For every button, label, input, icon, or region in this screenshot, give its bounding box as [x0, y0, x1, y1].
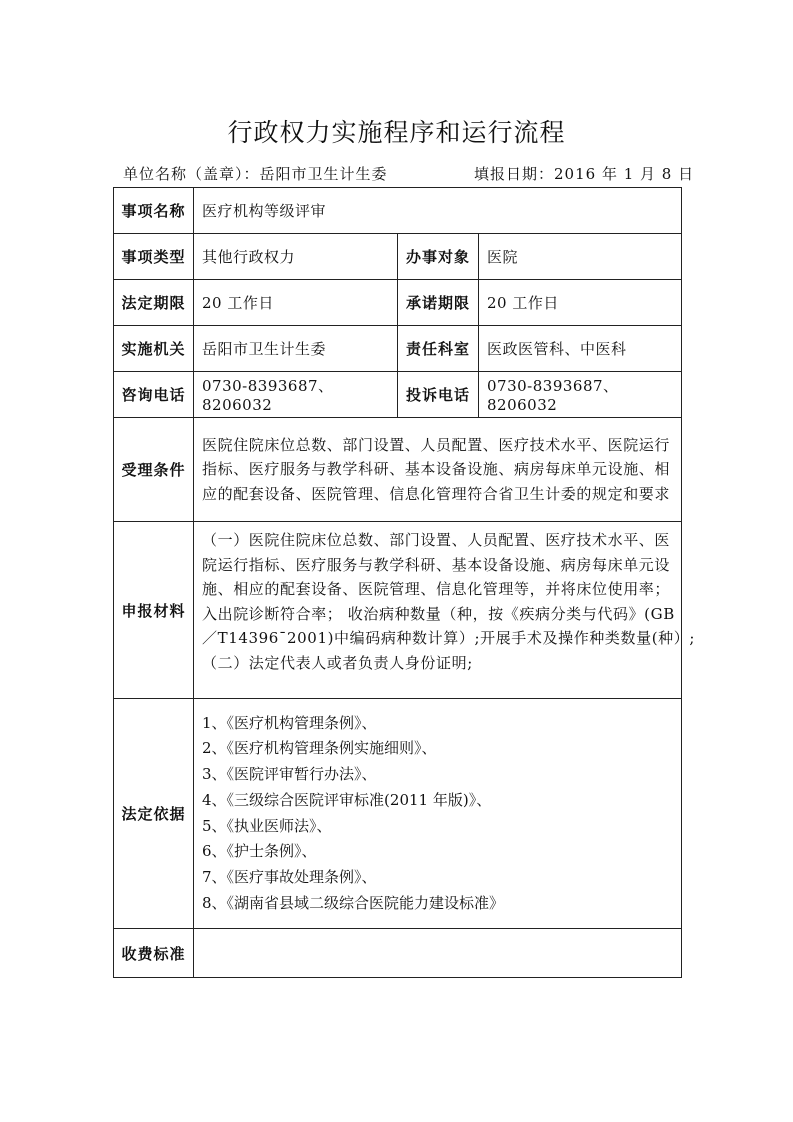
complaint-phone-value: 0730-8393687、8206032: [479, 372, 682, 418]
row-fees: [114, 929, 682, 978]
promised-period-label: 承诺期限: [398, 280, 479, 326]
item-name-label: 事项名称: [114, 188, 194, 234]
law-item: 7、《医疗事故处理条例》、: [202, 867, 377, 886]
document-title: 行政权力实施程序和运行流程: [227, 118, 566, 147]
materials-line: （二）法定代表人或者负责人身份证明;: [202, 653, 473, 672]
law-item: 3、《医院评审暂行办法》、: [202, 765, 377, 784]
row-materials: [114, 522, 682, 699]
promised-period-value: 20 工作日: [479, 280, 682, 326]
item-name-value: 医疗机构等级评审: [194, 188, 682, 234]
item-type-value: 其他行政权力: [194, 234, 398, 280]
law-item: 1、《医疗机构管理条例》、: [202, 713, 377, 732]
consult-phone-value: 0730-8393687、8206032: [194, 372, 398, 418]
materials-label: 申报材料: [114, 522, 194, 699]
legal-period-label: 法定期限: [114, 280, 194, 326]
department-value: 医政医管科、中医科: [479, 326, 682, 372]
row-phone: [114, 372, 682, 418]
item-type-label: 事项类型: [114, 234, 194, 280]
law-item: 4、《三级综合医院评审标准(2011 年版)》、: [202, 790, 492, 809]
conditions-line: 指标、医疗服务与教学科研、基本设备设施、病房每床单元设施、相: [202, 460, 671, 479]
target-value: 医院: [479, 234, 682, 280]
materials-line: ／T14396¯2001)中编码病种数计算）;开展手术及操作种类数量(种）;: [202, 629, 696, 647]
materials-line: 施、相应的配套设备、医院管理、信息化管理等，并将床位使用率；: [202, 580, 671, 598]
basis-label: 法定依据: [114, 699, 194, 929]
fill-date: 填报日期：2016 年 1 月 8 日: [474, 165, 695, 183]
conditions-label: 受理条件: [114, 418, 194, 522]
law-item: 6、《护士条例》、: [202, 842, 317, 861]
row-agency: [114, 326, 682, 372]
materials-value: [194, 522, 696, 699]
materials-line: 入出院诊断符合率； 收治病种数量（种，按《疾病分类与代码》(GB: [202, 604, 675, 623]
unit-name: 单位名称（盖章）：岳阳市卫生计生委: [123, 165, 388, 183]
legal-period-value: 20 工作日: [194, 280, 398, 326]
complaint-phone-label: 投诉电话: [398, 372, 479, 418]
row-period: [114, 280, 682, 326]
conditions-line: 应的配套设备、医院管理、信息化管理符合省卫生计委的规定和要求: [202, 484, 671, 503]
law-item: 8、《湖南省县域二级综合医院能力建设标准》: [202, 893, 505, 912]
fees-label: 收费标准: [114, 929, 194, 978]
agency-value: 岳阳市卫生计生委: [194, 326, 398, 372]
row-item-type: [114, 234, 682, 280]
law-item: 5、《执业医师法》、: [202, 816, 332, 835]
info-table: [113, 187, 696, 978]
agency-label: 实施机关: [114, 326, 194, 372]
materials-line: 院运行指标、医疗服务与教学科研、基本设备设施、病房每床单元设: [202, 555, 671, 574]
row-conditions: [114, 418, 682, 522]
law-item: 2、《医疗机构管理条例实施细则》、: [202, 739, 437, 758]
materials-line: （一）医院住院床位总数、部门设置、人员配置、医疗技术水平、医: [202, 531, 671, 549]
row-basis: [114, 699, 682, 929]
department-label: 责任科室: [398, 326, 479, 372]
conditions-value: [194, 418, 682, 522]
consult-phone-label: 咨询电话: [114, 372, 194, 418]
row-item-name: [114, 188, 682, 234]
conditions-line: 医院住院床位总数、部门设置、人员配置、医疗技术水平、医院运行: [202, 435, 671, 454]
fees-value: [194, 929, 682, 978]
basis-value: [194, 699, 682, 929]
target-label: 办事对象: [398, 234, 479, 280]
